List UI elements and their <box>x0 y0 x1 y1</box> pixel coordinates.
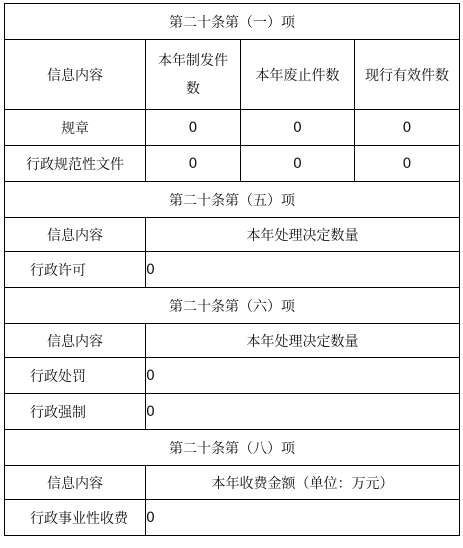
row-label: 行政强制 <box>5 394 146 430</box>
row-value: 0 <box>146 500 460 536</box>
row-value: 0 <box>146 394 460 430</box>
header-valid-count: 现行有效件数 <box>355 40 460 110</box>
row-value: 0 <box>146 358 460 394</box>
header-info-content: 信息内容 <box>5 40 146 110</box>
section-title: 第二十条第（六）项 <box>5 288 460 324</box>
section-title: 第二十条第（一）项 <box>5 4 460 40</box>
row-label: 行政事业性收费 <box>5 500 146 536</box>
row-value: 0 <box>241 110 355 146</box>
row-value: 0 <box>355 146 460 182</box>
header-issued-line1: 本年制发件 <box>158 52 228 69</box>
header-repealed-count: 本年废止件数 <box>241 40 355 110</box>
header-decision-count: 本年处理决定数量 <box>146 218 460 252</box>
section-title: 第二十条第（八）项 <box>5 430 460 466</box>
header-info-content: 信息内容 <box>5 218 146 252</box>
row-label: 规章 <box>5 110 146 146</box>
row-label: 行政规范性文件 <box>5 146 146 182</box>
header-issued-line2: 数 <box>186 80 200 97</box>
section-title: 第二十条第（五）项 <box>5 182 460 218</box>
row-value: 0 <box>146 110 241 146</box>
row-value: 0 <box>241 146 355 182</box>
header-info-content: 信息内容 <box>5 324 146 358</box>
row-label: 行政处罚 <box>5 358 146 394</box>
row-value: 0 <box>146 146 241 182</box>
header-issued-count <box>146 40 241 110</box>
header-decision-count: 本年处理决定数量 <box>146 324 460 358</box>
row-value: 0 <box>146 252 460 288</box>
header-fee-amount: 本年收费金额（单位：万元） <box>146 466 460 500</box>
row-label: 行政许可 <box>5 252 146 288</box>
disclosure-table <box>4 3 460 536</box>
row-value: 0 <box>355 110 460 146</box>
header-info-content: 信息内容 <box>5 466 146 500</box>
